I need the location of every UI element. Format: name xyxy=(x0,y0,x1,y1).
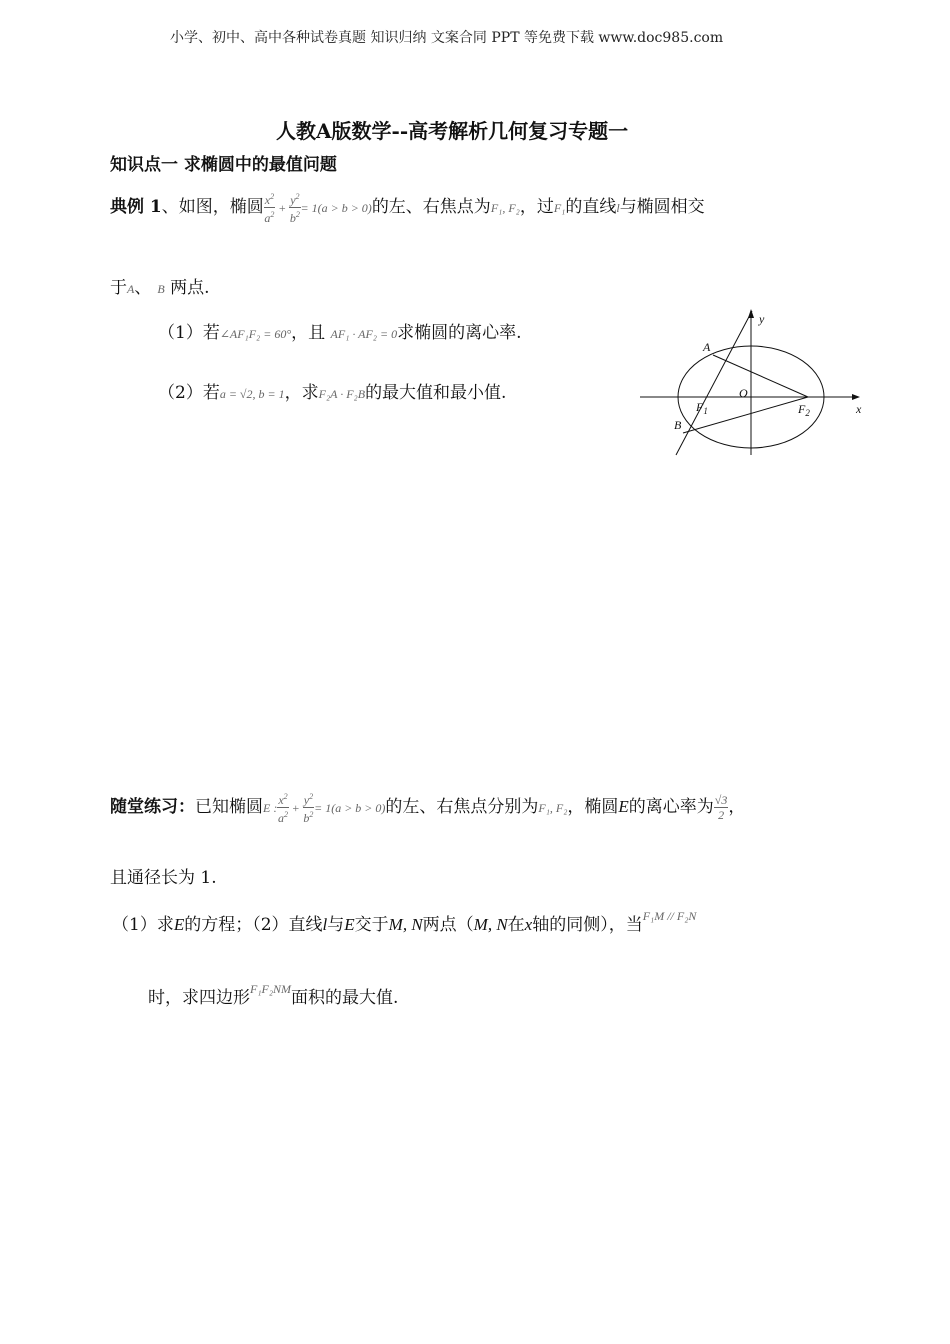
question-1 xyxy=(158,318,521,343)
practice-text: 轴的同侧），当 xyxy=(532,915,643,935)
practice-eq-prefix: E : xyxy=(263,801,278,815)
section-heading: 知识点一 求椭圆中的最值问题 xyxy=(110,155,337,175)
practice-eq-fraction-y: $\frac{y^2}{b^2}$ xyxy=(303,792,314,825)
practice-text: 与 xyxy=(327,915,345,935)
practice-text: 面积的最大值. xyxy=(291,988,399,1008)
label-a: A xyxy=(703,340,711,354)
practice-text: 时，求四边形 xyxy=(148,988,250,1008)
practice-line-4 xyxy=(148,983,398,1008)
q1-suffix: 求椭圆的离心率. xyxy=(397,323,522,343)
practice-text: 交于 xyxy=(354,915,389,935)
practice-text: 的左、右焦点分别为 xyxy=(385,797,539,817)
q1-condition-angle: ∠AF₁F₂ = 60° xyxy=(219,327,292,341)
point-b-label: B xyxy=(157,282,165,296)
example-text: 与椭圆相交 xyxy=(619,197,705,217)
example-text: 的直线 xyxy=(565,197,617,217)
practice-e: E xyxy=(618,797,629,816)
practice-x: x xyxy=(524,915,533,934)
example-text: 、如图，椭圆 xyxy=(161,197,264,217)
q2-prefix: （2）若 xyxy=(158,383,220,403)
question-2 xyxy=(158,378,506,403)
practice-text: ， xyxy=(728,797,746,817)
practice-l: l xyxy=(322,915,328,934)
label-f1: $F_1$ xyxy=(696,400,708,416)
q2-mid: ，求 xyxy=(284,383,319,403)
segment-af2 xyxy=(713,355,808,397)
example-lead: 典例 1 xyxy=(110,197,162,217)
q2-suffix: 的最大值和最小值. xyxy=(365,383,507,403)
eccentricity-fraction: $\frac{√3}{2}$ xyxy=(714,793,728,822)
example-line-1: 典例 1、如图，椭圆 $\frac{x^2}{a^2}$ + $\frac{y^2}{b^2}$ = 1(a > b > 0)的左、右焦点为F₁, F₂，过F₁的直线l与椭圆相交 xyxy=(110,192,705,225)
practice-text: 两点（ xyxy=(422,915,474,935)
example-text: 、 xyxy=(134,278,152,298)
practice-line-1: 随堂练习：已知椭圆E : $\frac{x^2}{a^2}$ + $\frac{y^2}{b^2}$ = 1(a > b > 0)的左、右焦点分别为F₁, F₂，椭圆E的离心率为 $\frac{√3}{2}$ ， xyxy=(110,792,746,825)
label-y: y xyxy=(759,312,765,326)
q1-prefix: （1）若 xyxy=(158,323,220,343)
practice-eq-fraction-x: $\frac{x^2}{a^2}$ xyxy=(277,792,288,825)
example-text: 于 xyxy=(110,278,127,298)
practice-q1: （1）求 xyxy=(112,915,174,935)
practice-lead: 随堂练习： xyxy=(110,797,195,817)
label-f2: $F_2$ xyxy=(798,402,810,418)
practice-quadrilateral: F₁F₂NM xyxy=(250,982,292,996)
practice-text: 在 xyxy=(507,915,525,935)
practice-foci: F₁, F₂ xyxy=(538,801,568,815)
f1-label: F₁ xyxy=(553,201,566,215)
label-o: O xyxy=(739,386,748,400)
page-title: 人教A版数学--高考解析几何复习专题一 xyxy=(276,119,629,143)
practice-e: E xyxy=(173,915,185,934)
q1-condition-dot: AF₁ · AF₂ = 0 xyxy=(330,327,398,341)
example-text: 两点. xyxy=(164,278,210,298)
line-l-label: l xyxy=(616,201,620,215)
practice-text: 已知椭圆 xyxy=(195,797,263,817)
example-text: ，过 xyxy=(519,197,554,217)
page-header: 小学、初中、高中各种试卷真题 知识归纳 文案合同 PPT 等免费下载 www.doc985.com xyxy=(170,30,724,46)
line-l xyxy=(676,311,752,455)
practice-line-2: 且通径长为 1. xyxy=(110,868,217,888)
eq-rest: = 1(a > b > 0) xyxy=(300,201,372,215)
practice-line-3 xyxy=(112,910,696,935)
practice-e: E xyxy=(344,915,355,934)
practice-text: ，椭圆 xyxy=(567,797,619,817)
q2-expression: F₂A · F₂B xyxy=(318,387,366,401)
eq-fraction-x: $\frac{x^2}{a^2}$ xyxy=(264,192,275,225)
practice-text: 的离心率为 xyxy=(628,797,714,817)
practice-text: 的方程；（2）直线 xyxy=(184,915,323,935)
example-text: 的左、右焦点为 xyxy=(371,197,491,217)
label-x: x xyxy=(856,402,862,416)
ellipse-diagram xyxy=(638,305,868,460)
label-b: B xyxy=(674,418,682,432)
eq-fraction-y: $\frac{y^2}{b^2}$ xyxy=(289,192,300,225)
x-axis-arrow xyxy=(852,394,860,400)
practice-mn: M, N xyxy=(473,915,508,934)
practice-mn: M, N xyxy=(388,915,423,934)
q2-condition: a = √2, b = 1 xyxy=(219,387,285,401)
practice-parallel-condition: F₁M // F₂N xyxy=(642,909,697,923)
practice-eq-rest: = 1(a > b > 0) xyxy=(314,801,386,815)
q1-mid: ，且 xyxy=(291,323,331,343)
foci-label: F₁, F₂ xyxy=(490,201,520,215)
example-line-2 xyxy=(110,273,210,298)
point-a-label: A xyxy=(127,282,135,296)
